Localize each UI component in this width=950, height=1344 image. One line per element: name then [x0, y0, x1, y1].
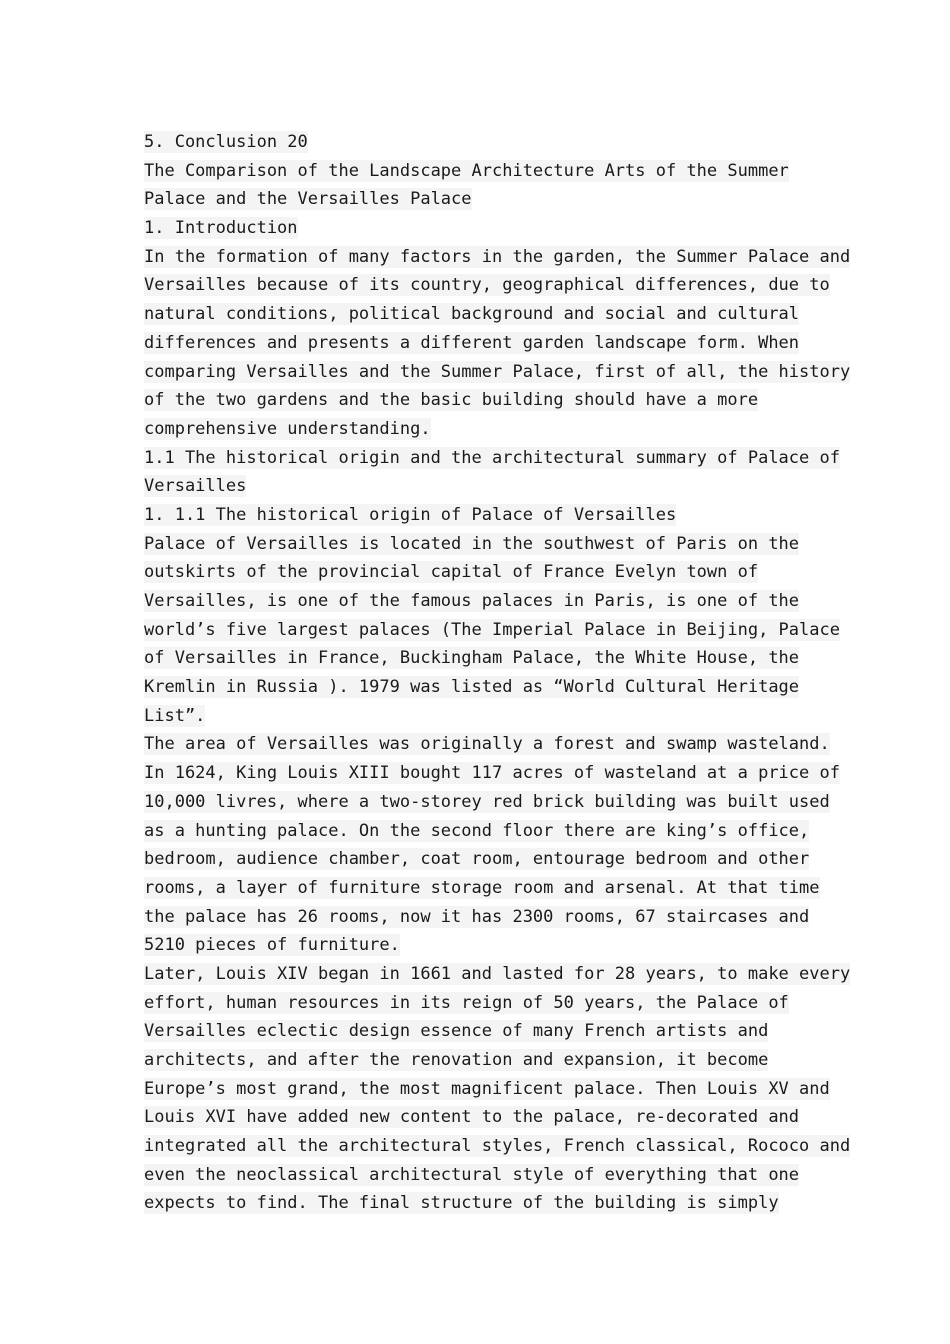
document-title-line: The Comparison of the Landscape Architecture Arts of the Summer — [144, 160, 789, 181]
paragraph-line: Louis XVI have added new content to the palace, re-decorated and — [144, 1107, 800, 1128]
paragraph-line: comprehensive understanding. — [144, 418, 431, 439]
paragraph-line: Versailles eclectic design essence of many French artists and — [144, 1021, 769, 1042]
paragraph-line: Europe’s most grand, the most magnificent palace. Then Louis XV and — [144, 1078, 830, 1099]
paragraph-line: In 1624, King Louis XIII bought 117 acres of wasteland at a price of — [144, 763, 840, 784]
paragraph-line: outskirts of the provincial capital of France Evelyn town of — [144, 562, 759, 583]
paragraph-line: List”. — [144, 705, 206, 726]
paragraph-line: 5210 pieces of furniture. — [144, 935, 400, 956]
document-body — [144, 128, 851, 1218]
paragraph-line: natural conditions, political background and social and cultural — [144, 304, 800, 325]
subsection-heading: Versailles — [144, 476, 247, 497]
paragraph-line: Palace of Versailles is located in the southwest of Paris on the — [144, 533, 800, 554]
paragraph-line: as a hunting palace. On the second floor there are king’s office, — [144, 820, 810, 841]
subsection-heading: 1.1 The historical origin and the architectural summary of Palace of — [144, 447, 840, 468]
paragraph-line: of the two gardens and the basic building should have a more — [144, 390, 759, 411]
toc-entry-conclusion: 5. Conclusion 20 — [144, 132, 308, 152]
paragraph-line: effort, human resources in its reign of 50 years, the Palace of — [144, 992, 789, 1013]
paragraph-line: bedroom, audience chamber, coat room, entourage bedroom and other — [144, 849, 810, 870]
paragraph-line: In the formation of many factors in the garden, the Summer Palace and — [144, 246, 851, 267]
section-heading-introduction: 1. Introduction — [144, 218, 298, 239]
paragraph-line: rooms, a layer of furniture storage room and arsenal. At that time — [144, 877, 820, 898]
paragraph-line: differences and presents a different garden landscape form. When — [144, 332, 800, 353]
subsubsection-heading: 1. 1.1 The historical origin of Palace of Versailles — [144, 504, 677, 525]
paragraph-line: integrated all the architectural styles, French classical, Rococo and — [144, 1136, 851, 1157]
paragraph-line: Versailles, is one of the famous palaces in Paris, is one of the — [144, 591, 800, 611]
paragraph-line: comparing Versailles and the Summer Palace, first of all, the history — [144, 361, 851, 382]
paragraph-line: the palace has 26 rooms, now it has 2300 rooms, 67 staircases and — [144, 906, 810, 927]
paragraph-line: 10,000 livres, where a two-storey red brick building was built used — [144, 791, 830, 812]
paragraph-line: even the neoclassical architectural style of everything that one — [144, 1164, 800, 1185]
paragraph-line: expects to find. The final structure of the building is simply — [144, 1193, 779, 1214]
paragraph-line: world’s five largest palaces (The Imperial Palace in Beijing, Palace — [144, 619, 840, 640]
paragraph-line: Kremlin in Russia ). 1979 was listed as “World Cultural Heritage — [144, 677, 800, 698]
paragraph-line: architects, and after the renovation and expansion, it become — [144, 1050, 769, 1070]
paragraph-line: Versailles because of its country, geographical differences, due to — [144, 275, 830, 296]
paragraph-line: of Versailles in France, Buckingham Palace, the White House, the — [144, 648, 800, 669]
paragraph-line: Later, Louis XIV began in 1661 and lasted for 28 years, to make every — [144, 963, 851, 984]
document-title-line: Palace and the Versailles Palace — [144, 189, 472, 210]
paragraph-line: The area of Versailles was originally a forest and swamp wasteland. — [144, 734, 830, 755]
